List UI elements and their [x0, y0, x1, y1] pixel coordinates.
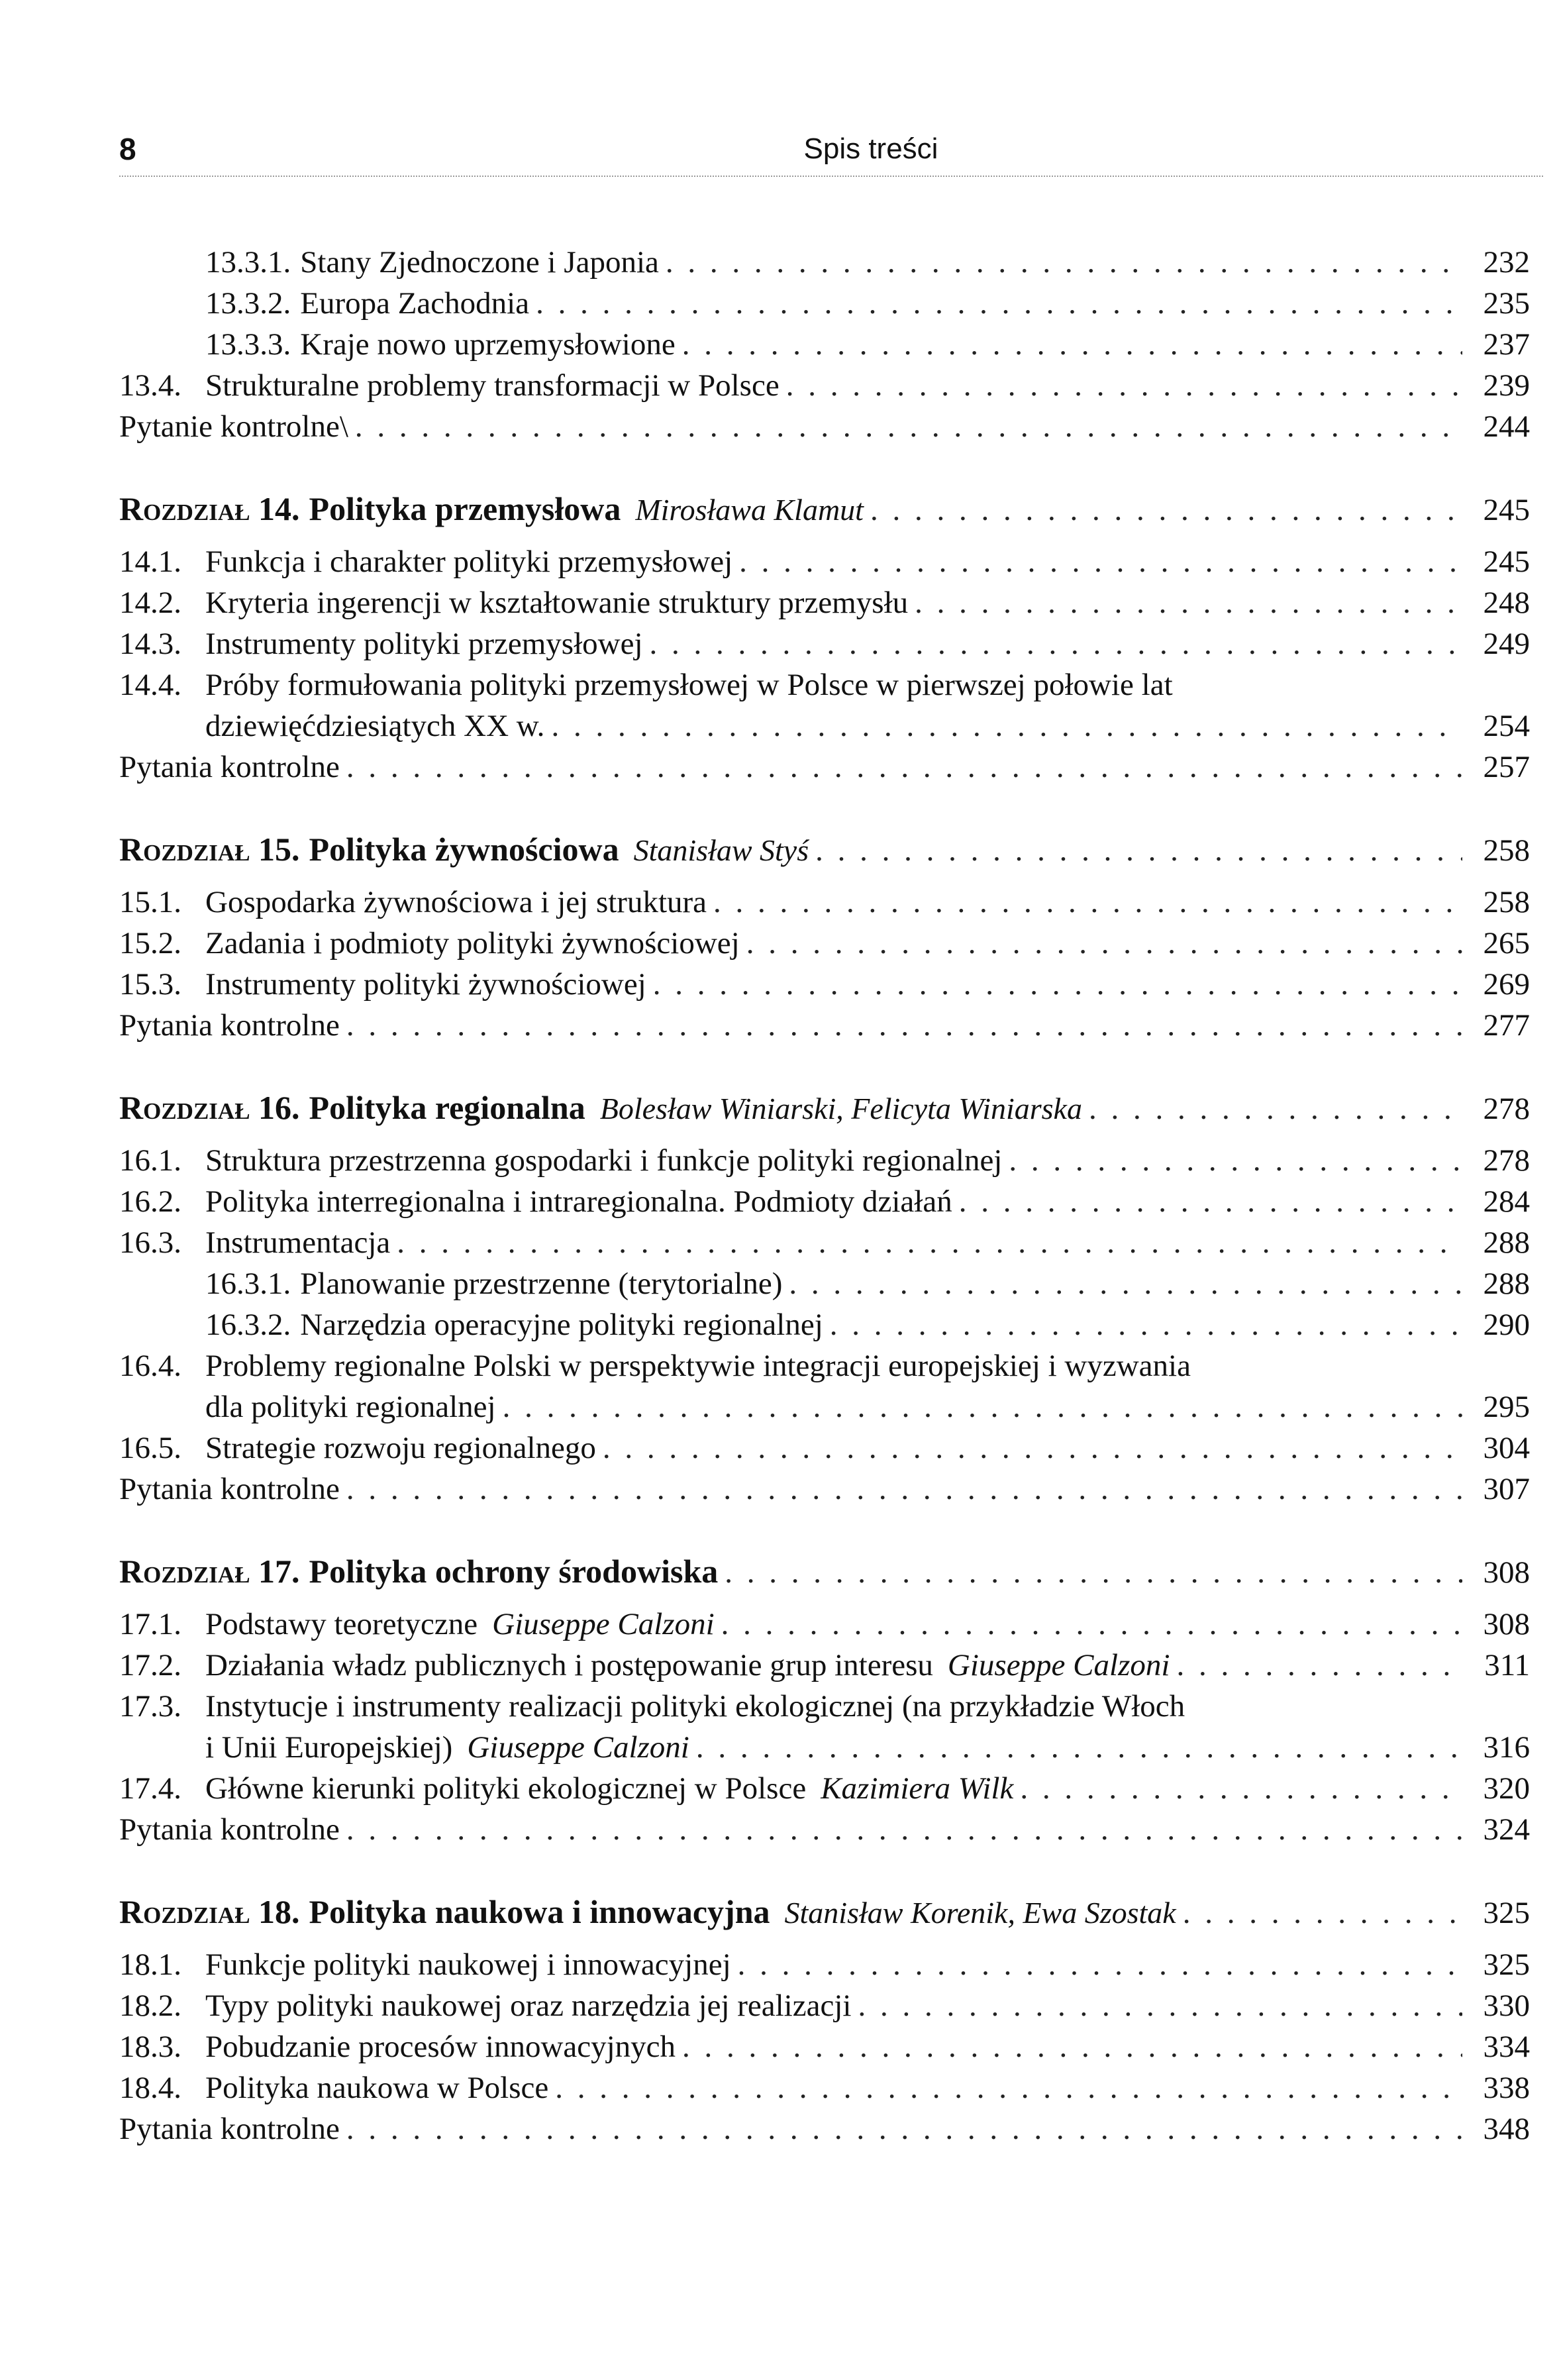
entry-page: 235: [1483, 286, 1530, 321]
dot-leader: [503, 1386, 1462, 1427]
chapter-label: Rozdział 15.: [119, 831, 300, 868]
dot-leader: [536, 283, 1462, 324]
entry-page: 334: [1483, 2030, 1530, 2064]
entry-title: Pytanie kontrolne\: [119, 409, 348, 444]
toc-entry: [119, 964, 1530, 1005]
toc-entry: [119, 1304, 1530, 1345]
entry-page: 269: [1483, 967, 1530, 1002]
entry-page: 239: [1483, 368, 1530, 403]
entry-title: Strukturalne problemy transformacji w Polsce: [205, 368, 780, 403]
entry-page: 232: [1483, 245, 1530, 280]
chapter-page: 308: [1483, 1555, 1530, 1590]
entry-number: 14.1.: [119, 544, 181, 579]
dot-leader: [1176, 1645, 1462, 1686]
entry-number: 17.2.: [119, 1648, 181, 1682]
entry-number: 16.2.: [119, 1184, 181, 1219]
entry-number: 16.3.1.: [205, 1267, 291, 1301]
chapter-label: Rozdział 17.: [119, 1553, 300, 1590]
toc-entry-review-questions: [119, 1005, 1530, 1046]
entry-title: Kryteria ingerencji w kształtowanie struktury przemysłu: [205, 586, 909, 620]
toc-entry: [119, 242, 1530, 283]
entry-page: 244: [1483, 409, 1530, 444]
entry-page: 304: [1483, 1431, 1530, 1465]
dot-leader: [725, 1552, 1462, 1593]
toc-entry: [119, 1427, 1530, 1469]
toc-entry: [119, 324, 1530, 365]
dot-leader: [786, 365, 1462, 406]
toc-entry: [119, 1345, 1530, 1386]
entry-page: 308: [1483, 1607, 1530, 1641]
chapter-author: Mirosława Klamut: [635, 493, 864, 527]
entry-page: 290: [1483, 1308, 1530, 1342]
toc-entry: [119, 664, 1530, 705]
entry-page: 248: [1483, 586, 1530, 620]
toc-entry: [119, 283, 1530, 324]
dot-leader: [555, 2067, 1462, 2108]
toc-entry: [119, 623, 1530, 664]
entry-number: 13.3.3.: [205, 327, 291, 362]
dot-leader: [721, 1604, 1462, 1645]
dot-leader: [815, 830, 1462, 871]
entry-title: dla polityki regionalnej: [205, 1390, 496, 1424]
toc-entry-continuation: [119, 705, 1530, 747]
chapter-heading-14: [119, 488, 1530, 529]
entry-page: 348: [1483, 2112, 1530, 2146]
entry-title: Polityka interregionalna i intraregionalna. Podmioty działań: [205, 1184, 952, 1219]
toc-entry-continuation: [119, 1386, 1530, 1427]
dot-leader: [346, 1005, 1462, 1046]
chapter-title: Polityka naukowa i innowacyjna: [309, 1893, 770, 1930]
entry-title: Instrumentacja: [205, 1225, 391, 1260]
dot-leader: [870, 490, 1462, 531]
page-number: 8: [119, 132, 136, 166]
entry-page: 254: [1483, 709, 1530, 743]
entry-page: 316: [1483, 1730, 1530, 1765]
entry-title: Planowanie przestrzenne (terytorialne): [300, 1267, 783, 1301]
entry-number: 17.3.: [119, 1689, 181, 1724]
entry-number: 13.3.1.: [205, 245, 291, 280]
toc-entry: [119, 1604, 1530, 1645]
entry-author: Giuseppe Calzoni: [492, 1607, 715, 1641]
entry-title: Struktura przestrzenna gospodarki i funkcje polityki regionalnej: [205, 1143, 1003, 1178]
toc-entry: [119, 1645, 1530, 1686]
entry-title: Instytucje i instrumenty realizacji polityki ekologicznej (na przykładzie Włoch: [205, 1689, 1185, 1724]
entry-page: 295: [1483, 1390, 1530, 1424]
entry-number: 16.3.2.: [205, 1308, 291, 1342]
entry-title: Polityka naukowa w Polsce: [205, 2071, 549, 2105]
chapter-page: 258: [1483, 833, 1530, 868]
toc-entry-review-questions: [119, 747, 1530, 788]
entry-title: Narzędzia operacyjne polityki regionalnej: [300, 1308, 823, 1342]
entry-page: 284: [1483, 1184, 1530, 1219]
toc-entry: [119, 1263, 1530, 1304]
entry-title: Pytania kontrolne: [119, 750, 340, 784]
dot-leader: [346, 1809, 1462, 1850]
entry-number: 15.2.: [119, 926, 181, 960]
dot-leader: [915, 582, 1462, 623]
chapter-heading-15: [119, 829, 1530, 870]
entry-title: Pytania kontrolne: [119, 1812, 340, 1847]
entry-title: Pytania kontrolne: [119, 1008, 340, 1043]
entry-number: 13.4.: [119, 368, 181, 403]
chapter-heading-18: [119, 1891, 1530, 1932]
entry-page: 330: [1483, 1989, 1530, 2023]
dot-leader: [789, 1263, 1462, 1304]
toc-entry: [119, 2067, 1530, 2108]
entry-number: 16.4.: [119, 1349, 181, 1383]
dot-leader: [959, 1181, 1462, 1222]
entry-page: 277: [1483, 1008, 1530, 1043]
dot-leader: [346, 2108, 1462, 2149]
entry-number: 13.3.2.: [205, 286, 291, 321]
toc-entry: [119, 1222, 1530, 1263]
entry-page: 311: [1484, 1648, 1530, 1682]
entry-page: 288: [1483, 1267, 1530, 1301]
dot-leader: [738, 1944, 1462, 1985]
dot-leader: [346, 1469, 1462, 1510]
entry-page: 257: [1483, 750, 1530, 784]
entry-author: Kazimiera Wilk: [821, 1771, 1014, 1806]
entry-title: Główne kierunki polityki ekologicznej w Polsce: [205, 1771, 807, 1806]
chapter-title: Polityka ochrony środowiska: [309, 1553, 719, 1590]
entry-number: 18.1.: [119, 1947, 181, 1982]
toc-entry: [119, 923, 1530, 964]
dot-leader: [603, 1427, 1462, 1469]
header-rule: [119, 176, 1543, 177]
entry-title: Instrumenty polityki żywnościowej: [205, 967, 646, 1002]
entry-title: dziewięćdziesiątych XX w.: [205, 709, 545, 743]
entry-title: Kraje nowo uprzemysłowione: [300, 327, 676, 362]
dot-leader: [1183, 1892, 1462, 1934]
entry-title: Europa Zachodnia: [300, 286, 530, 321]
entry-title: Zadania i podmioty polityki żywnościowej: [205, 926, 740, 960]
chapter-heading-17: [119, 1551, 1530, 1592]
chapter-author: Stanisław Styś: [633, 833, 809, 867]
entry-title: Typy polityki naukowej oraz narzędzia jej realizacji: [205, 1989, 852, 2023]
chapter-page: 325: [1483, 1896, 1530, 1930]
toc-entry: [119, 2026, 1530, 2067]
toc-entry: [119, 1181, 1530, 1222]
dot-leader: [682, 2026, 1462, 2067]
entry-number: 14.2.: [119, 586, 181, 620]
toc-entry-continuation: [119, 1727, 1530, 1768]
entry-page: 265: [1483, 926, 1530, 960]
entry-page: 278: [1483, 1143, 1530, 1178]
entry-number: 18.3.: [119, 2030, 181, 2064]
entry-page: 325: [1483, 1947, 1530, 1982]
dot-leader: [1009, 1140, 1462, 1181]
entry-page: 249: [1483, 627, 1530, 661]
dot-leader: [666, 242, 1462, 283]
entry-author: Giuseppe Calzoni: [467, 1730, 689, 1765]
entry-number: 15.1.: [119, 885, 181, 919]
dot-leader: [682, 324, 1462, 365]
toc-entry: [119, 582, 1530, 623]
entry-number: 16.1.: [119, 1143, 181, 1178]
entry-number: 17.1.: [119, 1607, 181, 1641]
entry-number: 14.4.: [119, 668, 181, 702]
chapter-label: Rozdział 18.: [119, 1893, 300, 1930]
running-title: Spis treści: [803, 132, 938, 165]
entry-author: Giuseppe Calzoni: [947, 1648, 1170, 1682]
entry-title: Działania władz publicznych i postępowanie grup interesu: [205, 1648, 933, 1682]
dot-leader: [355, 406, 1462, 447]
chapter-title: Polityka regionalna: [309, 1089, 585, 1126]
chapter-page: 245: [1483, 493, 1530, 527]
entry-page: 320: [1483, 1771, 1530, 1806]
chapter-label: Rozdział 14.: [119, 490, 300, 527]
chapter-label: Rozdział 16.: [119, 1089, 300, 1126]
dot-leader: [1089, 1088, 1462, 1129]
entry-page: 245: [1483, 544, 1530, 579]
toc-entry: [119, 1944, 1530, 1985]
entry-page: 237: [1483, 327, 1530, 362]
entry-number: 14.3.: [119, 627, 181, 661]
dot-leader: [696, 1727, 1462, 1768]
entry-title: Gospodarka żywnościowa i jej struktura: [205, 885, 707, 919]
entry-number: 18.4.: [119, 2071, 181, 2105]
chapter-heading-16: [119, 1087, 1530, 1128]
chapter-title: Polityka przemysłowa: [309, 490, 621, 527]
toc-entry-review-questions: [119, 406, 1530, 447]
entry-title: Strategie rozwoju regionalnego: [205, 1431, 596, 1465]
dot-leader: [397, 1222, 1462, 1263]
entry-title: Funkcje polityki naukowej i innowacyjnej: [205, 1947, 731, 1982]
toc-entry: [119, 1768, 1530, 1809]
page-header: [119, 129, 1543, 176]
dot-leader: [346, 747, 1462, 788]
toc-entry-review-questions: [119, 1469, 1530, 1510]
entry-number: 15.3.: [119, 967, 181, 1002]
entry-title: Próby formułowania polityki przemysłowej w Polsce w pierwszej połowie lat: [205, 668, 1173, 702]
dot-leader: [713, 882, 1462, 923]
entry-page: 324: [1483, 1812, 1530, 1847]
entry-number: 17.4.: [119, 1771, 181, 1806]
entry-title: Pobudzanie procesów innowacyjnych: [205, 2030, 676, 2064]
entry-title: Funkcja i charakter polityki przemysłowej: [205, 544, 733, 579]
dot-leader: [746, 923, 1462, 964]
entry-title: Instrumenty polityki przemysłowej: [205, 627, 643, 661]
toc-entry: [119, 882, 1530, 923]
dot-leader: [858, 1985, 1462, 2026]
chapter-title: Polityka żywnościowa: [309, 831, 619, 868]
toc-entry: [119, 365, 1530, 406]
table-of-contents: [119, 242, 1530, 2149]
entry-title: Stany Zjednoczone i Japonia: [300, 245, 659, 280]
entry-page: 307: [1483, 1472, 1530, 1506]
toc-entry: [119, 1985, 1530, 2026]
dot-leader: [551, 705, 1462, 747]
entry-title: Podstawy teoretyczne: [205, 1607, 478, 1641]
toc-entry: [119, 541, 1530, 582]
dot-leader: [653, 964, 1462, 1005]
dot-leader: [739, 541, 1462, 582]
entry-number: 16.3.: [119, 1225, 181, 1260]
toc-entry: [119, 1686, 1530, 1727]
dot-leader: [650, 623, 1462, 664]
entry-page: 258: [1483, 885, 1530, 919]
toc-entry-review-questions: [119, 2108, 1530, 2149]
entry-number: 16.5.: [119, 1431, 181, 1465]
chapter-author: Bolesław Winiarski, Felicyta Winiarska: [599, 1092, 1082, 1125]
entry-title: Problemy regionalne Polski w perspektywie integracji europejskiej i wyzwania: [205, 1349, 1191, 1383]
dot-leader: [830, 1304, 1462, 1345]
entry-title: Pytania kontrolne: [119, 2112, 340, 2146]
entry-title: i Unii Europejskiej): [205, 1730, 453, 1765]
toc-entry-review-questions: [119, 1809, 1530, 1850]
entry-page: 338: [1483, 2071, 1530, 2105]
entry-number: 18.2.: [119, 1989, 181, 2023]
entry-page: 288: [1483, 1225, 1530, 1260]
toc-entry: [119, 1140, 1530, 1181]
chapter-page: 278: [1483, 1092, 1530, 1126]
dot-leader: [1020, 1768, 1462, 1809]
entry-title: Pytania kontrolne: [119, 1472, 340, 1506]
chapter-author: Stanisław Korenik, Ewa Szostak: [784, 1896, 1176, 1930]
